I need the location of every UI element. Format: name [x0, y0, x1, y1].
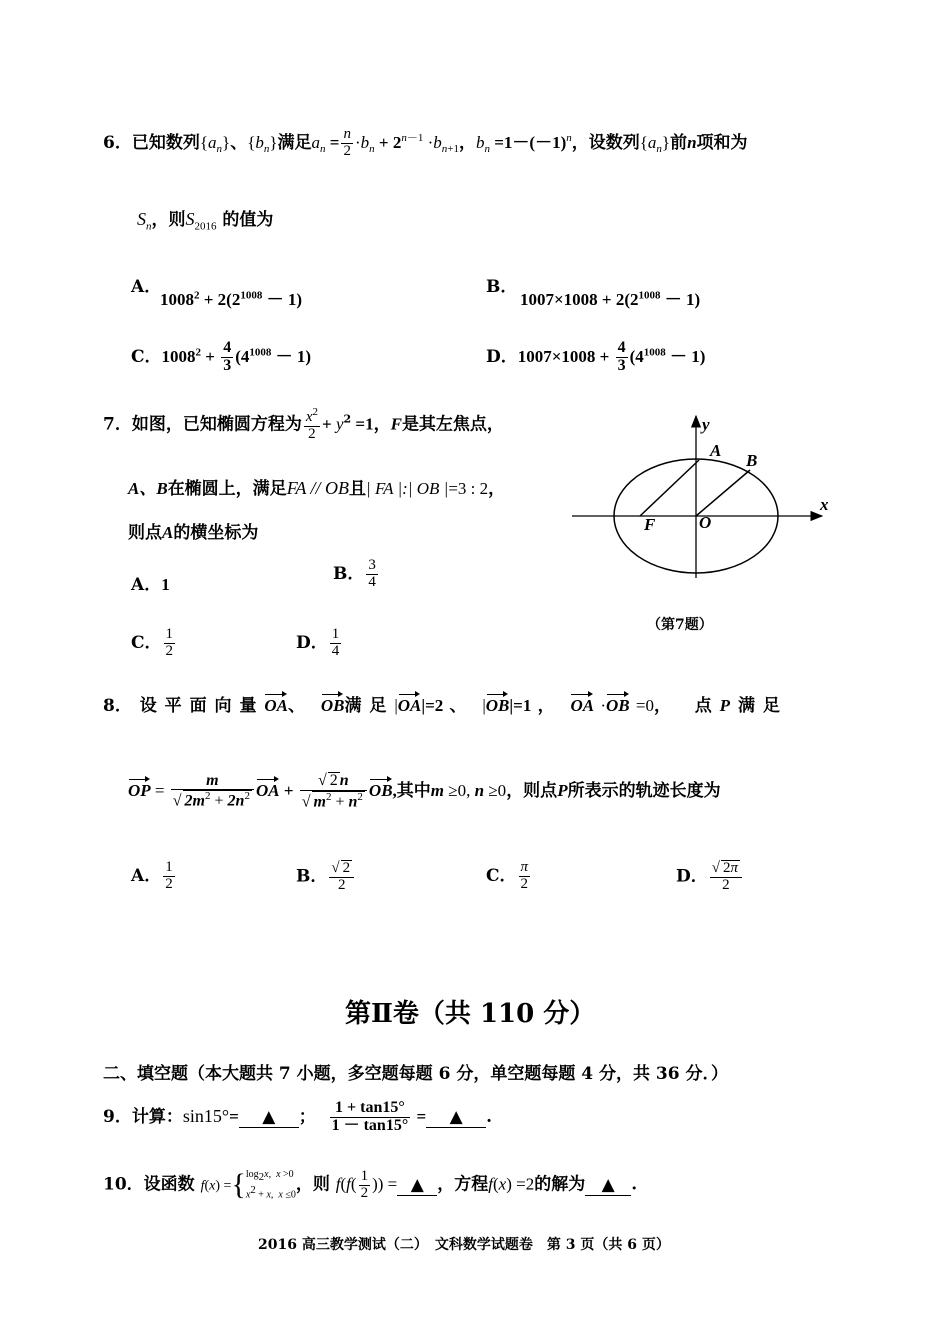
q8-number: 8． — [103, 696, 132, 716]
q7-option-c: C． $\frac{1}{2}$ — [131, 626, 174, 659]
answer-blank[interactable]: ▲ — [397, 1175, 437, 1196]
q8-option-b: B． $\frac{√ 2}{2}$ — [296, 860, 356, 894]
q8-line1: 8． 设 平 面 向 量 OA、 OB满 足 |OA|=2 、 |OB|=1 ， OA ·OB =0， 点 P 满 足 — [103, 696, 780, 716]
ellipse-figure — [560, 410, 840, 610]
q8-option-d: D． $\frac{√ 2\pi}{2}$ — [676, 860, 744, 894]
q6-option-a: A． — [131, 277, 162, 297]
q6-option-b-expr: $1007\times 1008 + 2(2^{1008} - 1)$ — [520, 289, 701, 309]
label-o: O — [699, 513, 712, 532]
fraction-n-over-2: $\frac{n}{2}$ — [343, 126, 351, 159]
q6-option-d: D．1007×1008 + $\frac{4}{3}$ $(4^{1008} - 1)$ — [486, 339, 706, 374]
q6-option-c: C．$1008^2$ + $\frac{4}{3}$ $(4^{1008} - 1)$ — [131, 339, 312, 374]
q8-option-c: C． $\frac{\pi}{2}$ — [486, 859, 529, 892]
section-heading: 二、填空题（本大题共 7 小题，多空题每题 6 分，单空题每题 4 分，共 36 分．） — [103, 1064, 728, 1084]
answer-blank[interactable]: ▲ — [239, 1107, 299, 1128]
q7-line1: 7．如图，已知椭圆方程为 $\frac{x^2}{2}$ + $y^2 =1$，F是其左焦点， — [103, 406, 504, 442]
page-footer: 2016 高三教学测试（二） 文科数学试题卷 第 3 页（共 6 页） — [258, 1237, 670, 1253]
q7-line2: A、B在椭圆上，满足FA // OB且| FA |:| OB |=3 : 2， — [128, 478, 506, 499]
q6-number: 6． — [103, 132, 132, 153]
label-x: x — [820, 495, 829, 514]
label-y: y — [702, 415, 710, 434]
q9-number: 9． — [103, 1106, 132, 1127]
q7-option-a: A．1 — [131, 575, 170, 595]
label-b: B — [746, 451, 758, 470]
q6-line1: 6．已知数列$\{a_n\}$、$\{b_n\}$满足$a_n$ = $\frac{n}{2}$ $\cdot b_n + 2^{n-1} \cdot b_{n+1}$，$b_n =1-(-1)^n$，设数列$\{a_n\}$前n项和为 — [103, 126, 748, 159]
q7-option-b: B． $\frac{3}{4}$ — [333, 557, 376, 590]
q6-option-b: B． — [486, 277, 518, 297]
answer-blank[interactable]: ▲ — [585, 1175, 631, 1196]
q6-line2: $S_n$，则$S_{2016}$ 的值为 — [137, 209, 274, 233]
q8-line2: OP = $\frac{m}{√ 2m^2 + 2n^2}$ OA + $\frac{√ 2 n}{√ m^2 + n^2}$ OB,其中m ≥0, n ≥0，则点P所表示的轨迹长度为 — [128, 771, 721, 811]
q9-line: 9．计算：sin15°= ▲ ； $\frac{1 + \tan 15^\circ}{1 - \tan 15^\circ}$ = ▲ . — [103, 1099, 493, 1134]
label-f: F — [644, 515, 656, 534]
section-title: 第Ⅱ卷（共 110 分） — [345, 999, 596, 1029]
q8-option-a: A． $\frac{1}{2}$ — [131, 859, 173, 892]
segment-ob — [696, 470, 750, 516]
q6-option-a-expr: $1008^2 + 2(2^{1008} - 1)$ — [160, 289, 303, 309]
figure-caption: （第7题） — [647, 617, 713, 633]
q7-number: 7． — [103, 414, 132, 435]
label-a: A — [710, 441, 722, 460]
q10-line: 10．设函数 f(x) ={ $\log_2x$, x >0 $x^2 + x$, x ≤0 ，则 f(f( $\frac{1}{2}$ )) = ▲ ，方程f(x) =2的解为 ▲ . — [103, 1167, 638, 1201]
answer-blank[interactable]: ▲ — [426, 1107, 486, 1128]
segment-fa — [640, 460, 699, 516]
q10-number: 10． — [103, 1174, 144, 1195]
q7-option-d: D． $\frac{1}{4}$ — [296, 626, 340, 659]
q7-line3: 则点A的横坐标为 — [128, 523, 259, 543]
